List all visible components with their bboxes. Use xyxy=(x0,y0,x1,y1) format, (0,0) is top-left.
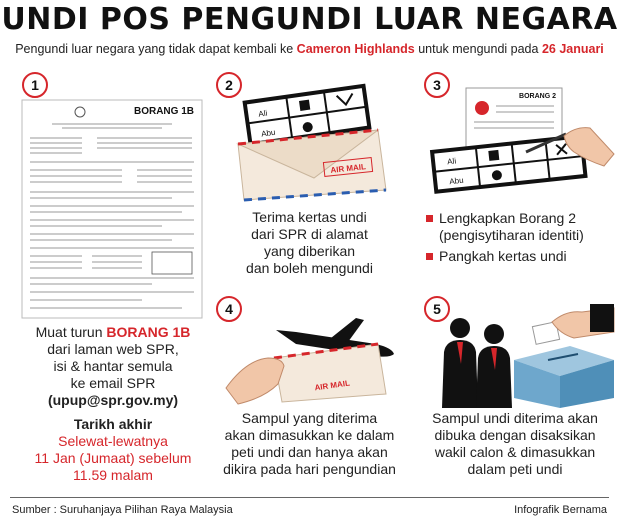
step-5-caption-line4: dalam peti undi xyxy=(467,461,563,477)
borang-2-label: BORANG 2 xyxy=(519,93,556,100)
step-2-caption-line2: dari SPR di alamat xyxy=(251,226,368,242)
subtitle-place: Cameron Highlands xyxy=(296,42,415,56)
step-4-caption-line3: peti undi dan hanya akan xyxy=(231,444,388,460)
step-4-badge: 4 xyxy=(216,296,242,322)
step-1-caption-line1-pre: Muat turun xyxy=(35,324,107,340)
step-1-caption-line4: ke email SPR xyxy=(70,375,156,391)
borang-2-ballot-illustration xyxy=(418,86,614,204)
step-4-caption-line2: akan dimasukkan ke dalam xyxy=(224,427,395,443)
envelope-airplane-illustration xyxy=(226,318,406,402)
step-1-caption-line2: dari laman web SPR, xyxy=(47,341,179,357)
step-1-deadline-line1: Selewat-lewatnya xyxy=(58,433,168,449)
step-5-caption-line2: dibuka dengan disaksikan xyxy=(434,427,596,443)
envelope-ballot-illustration xyxy=(228,82,393,202)
step-3-badge: 3 xyxy=(424,72,450,98)
step-1-caption-borang: BORANG 1B xyxy=(106,324,191,340)
airmail-label: AIR MAIL xyxy=(313,378,351,393)
step-5-badge: 5 xyxy=(424,296,450,322)
hand-with-envelope-icon xyxy=(532,304,614,344)
step-4-caption xyxy=(212,410,407,478)
airmail-label: AIR MAIL xyxy=(330,162,367,175)
step-1-caption-line3: isi & hantar semula xyxy=(53,358,173,374)
step-3-bullets xyxy=(426,210,610,269)
step-1-email: (upup@spr.gov.my) xyxy=(47,392,179,408)
step-5-caption-line1: Sampul undi diterima akan xyxy=(432,410,598,426)
ballot-label-ali: Ali xyxy=(446,156,457,167)
step-4-caption-line4: dikira pada hari pengundian xyxy=(223,461,396,477)
subtitle-text-1: Pengundi luar negara yang tidak dapat kembali ke xyxy=(15,42,297,56)
step-1-deadline-title: Tarikh akhir xyxy=(73,416,153,432)
ballot-label-abu: Abu xyxy=(260,127,276,139)
hand-icon xyxy=(226,358,284,404)
ballot-paper-icon xyxy=(432,136,585,191)
ballot-label-ali: Ali xyxy=(257,108,268,119)
step-4-caption-line1: Sampul yang diterima xyxy=(241,410,378,426)
witness-person-icon xyxy=(476,324,512,408)
footer-credit: Infografik Bernama xyxy=(514,504,607,516)
ballot-label-abu: Abu xyxy=(448,175,464,187)
subtitle-text-2: untuk mengundi pada xyxy=(414,42,542,56)
step-3-bullet-2: Pangkah kertas undi xyxy=(426,248,610,265)
borang-1b-label: BORANG 1B xyxy=(133,106,194,117)
step-2-caption-line4: dan boleh mengundi xyxy=(246,260,373,276)
step-5-caption xyxy=(416,410,614,478)
footer-divider xyxy=(10,497,609,498)
step-1-caption xyxy=(0,324,226,484)
step-3-bullet-1: Lengkapkan Borang 2 (pengisytiharan identiti) xyxy=(426,210,610,244)
borang-1b-form-illustration xyxy=(22,100,202,318)
ballot-box-icon xyxy=(514,346,614,408)
envelope-icon xyxy=(274,344,386,402)
step-2-caption xyxy=(212,209,407,277)
step-2-caption-line1: Terima kertas undi xyxy=(252,209,367,225)
page-subtitle xyxy=(0,42,619,56)
page-title: UNDI POS PENGUNDI LUAR NEGARA xyxy=(1,2,618,37)
step-1-deadline-line2: 11 Jan (Jumaat) sebelum xyxy=(34,450,192,466)
footer-source: Sumber : Suruhanjaya Pilihan Raya Malaysia xyxy=(12,504,233,516)
step-2-caption-line3: yang diberikan xyxy=(263,243,356,259)
ballot-box-witnesses-illustration xyxy=(430,304,614,408)
step-5-caption-line3: wakil calon & dimasukkan xyxy=(434,444,596,460)
subtitle-date: 26 Januari xyxy=(541,42,604,56)
step-1-deadline-line3: 11.59 malam xyxy=(73,467,153,483)
step-2-badge: 2 xyxy=(216,72,242,98)
witness-person-icon xyxy=(442,318,478,408)
step-1-badge: 1 xyxy=(22,72,48,98)
